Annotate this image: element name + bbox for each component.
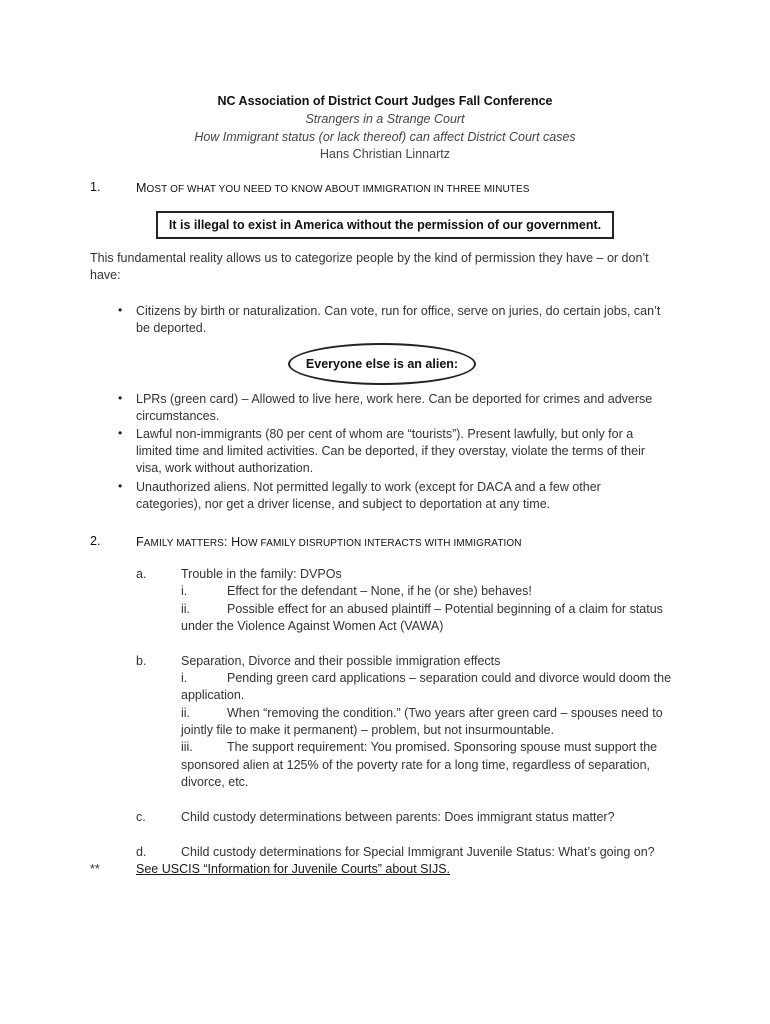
item-b-i-text: Pending green card applications – separation could and divorce would doom the <box>227 671 672 685</box>
lpr-line-2: circumstances. <box>136 409 220 423</box>
item-a-i-text: Effect for the defendant – None, if he (or she) behaves! <box>227 584 532 598</box>
boxed-statement: It is illegal to exist in America without the permission of our government. <box>156 211 614 239</box>
item-b-letter: b. <box>136 654 147 668</box>
item-a-ii-cont: under the Violence Against Women Act (VAWA) <box>181 619 444 633</box>
intro-line-2: have: <box>90 268 121 282</box>
author-name: Hans Christian Linnartz <box>320 147 450 161</box>
section-2-number: 2. <box>90 534 101 548</box>
item-a-i-num: i. <box>181 584 188 598</box>
citizens-line-1: Citizens by birth or naturalization. Can vote, run for office, serve on juries, do certain jobs, can’t <box>136 304 661 318</box>
item-a-text: Trouble in the family: DVPOs <box>181 567 342 581</box>
item-c-letter: c. <box>136 810 146 824</box>
item-b-ii-cont: jointly file to make it permanent) – problem, but not insurmountable. <box>181 723 555 737</box>
item-a-letter: a. <box>136 567 147 581</box>
document-title: NC Association of District Court Judges Fall Conference <box>217 94 553 108</box>
uscis-sijs-link[interactable]: See USCIS “Information for Juvenile Courts” about SIJS. <box>136 862 451 876</box>
bullet-icon: • <box>118 391 123 405</box>
section-1-number: 1. <box>90 180 101 194</box>
item-b-iii-cont-2: divorce, etc. <box>181 775 249 789</box>
item-b-iii-cont-1: sponsored alien at 125% of the poverty rate for a long time, regardless of separation, <box>181 758 651 772</box>
bullet-icon: • <box>118 479 123 493</box>
bullet-icon: • <box>118 426 123 440</box>
unauthorized-line-1: Unauthorized aliens. Not permitted legally to work (except for DACA and a few other <box>136 480 601 494</box>
item-a-ii-num: ii. <box>181 602 191 616</box>
section-2-heading: FAMILY MATTERS: HOW FAMILY DISRUPTION INTERACTS WITH IMMIGRATION <box>136 535 522 549</box>
nonimmigrant-line-1: Lawful non-immigrants (80 per cent of whom are “tourists”). Present lawfully, but only for a <box>136 427 634 441</box>
item-c-text: Child custody determinations between parents: Does immigrant status matter? <box>181 810 615 824</box>
nonimmigrant-line-2: limited time and limited activities. Can be deported, if they overstay, violate the terms of their <box>136 444 646 458</box>
item-d-letter: d. <box>136 845 147 859</box>
item-b-i-cont: application. <box>181 688 245 702</box>
item-b-iii-num: iii. <box>181 740 193 754</box>
item-b-ii-num: ii. <box>181 706 191 720</box>
section-1-heading: MOST OF WHAT YOU NEED TO KNOW ABOUT IMMIGRATION IN THREE MINUTES <box>136 181 530 195</box>
footnote-stars: ** <box>90 862 100 876</box>
lpr-line-1: LPRs (green card) – Allowed to live here, work here. Can be deported for crimes and adverse <box>136 392 653 406</box>
item-b-ii-text: When “removing the condition.” (Two years after green card – spouses need to <box>227 706 663 720</box>
document-subtitle-2: How Immigrant status (or lack thereof) can affect District Court cases <box>194 130 576 144</box>
item-b-i-num: i. <box>181 671 188 685</box>
item-b-text: Separation, Divorce and their possible immigration effects <box>181 654 501 668</box>
nonimmigrant-line-3: visa, work without authorization. <box>136 461 314 475</box>
bullet-icon: • <box>118 303 123 317</box>
citizens-line-2: be deported. <box>136 321 207 335</box>
intro-line-1: This fundamental reality allows us to categorize people by the kind of permission they have – or don’t <box>90 251 649 265</box>
item-b-iii-text: The support requirement: You promised. Sponsoring spouse must support the <box>227 740 658 754</box>
item-a-ii-text: Possible effect for an abused plaintiff – Potential beginning of a claim for status <box>227 602 663 616</box>
document-subtitle: Strangers in a Strange Court <box>305 112 465 126</box>
alien-oval-callout: Everyone else is an alien: <box>288 343 476 385</box>
item-d-text: Child custody determinations for Special Immigrant Juvenile Status: What’s going on? <box>181 845 655 859</box>
unauthorized-line-2: categories), nor get a driver license, and subject to deportation at any time. <box>136 497 551 511</box>
